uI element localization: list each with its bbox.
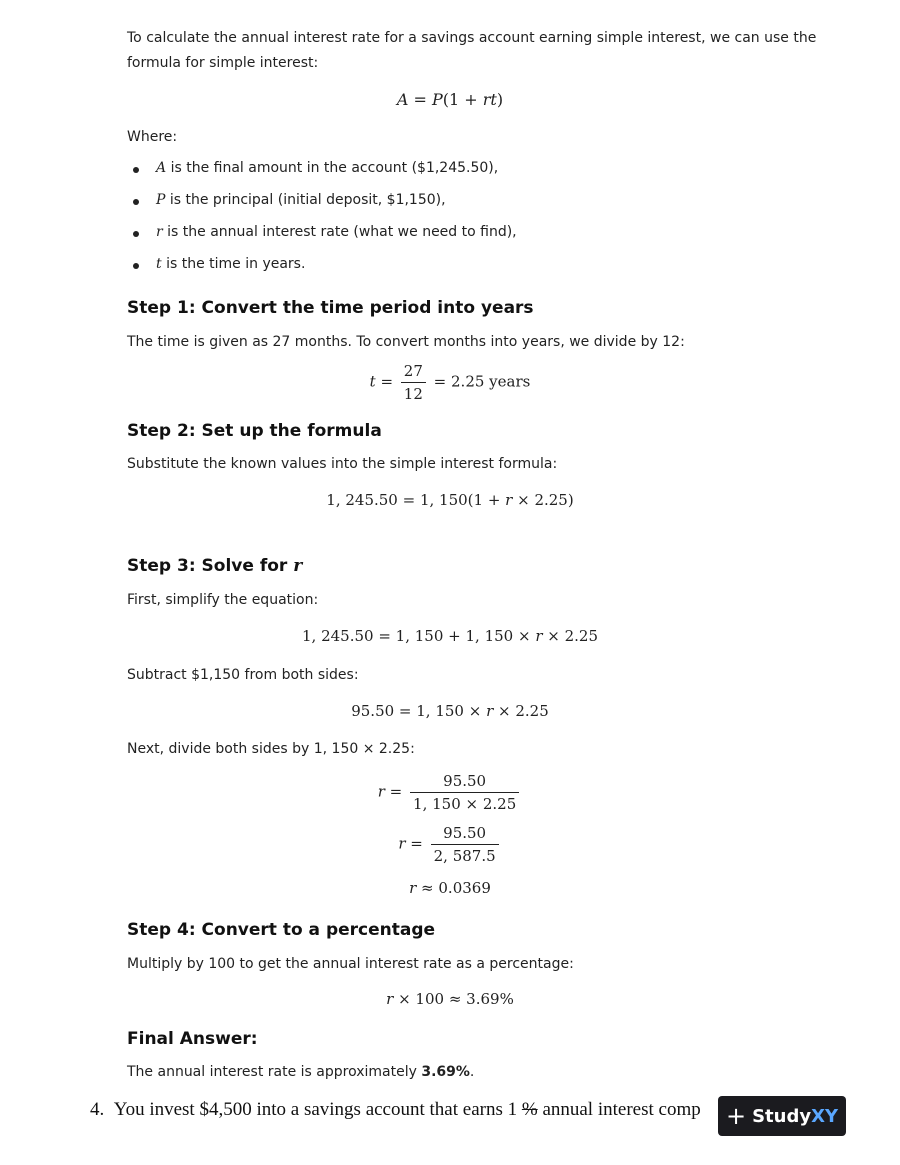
step3-heading: Step 3: Solve for r bbox=[127, 556, 303, 576]
intro-line-2: formula for simple interest: bbox=[127, 55, 319, 71]
step3-fraction-1: r = $\frac{95.50}{1, 150 \times 2.25}$ bbox=[0, 772, 900, 813]
final-heading: Final Answer: bbox=[127, 1029, 258, 1049]
brand-name: StudyXY bbox=[752, 1105, 839, 1127]
step3-equation-1: 1, 245.50 = 1, 150 + 1, 150 × r × 2.25 bbox=[302, 627, 598, 645]
step3-fraction-2: r = $\frac{95.50}{2, 587.5}$ bbox=[0, 824, 900, 865]
step2-heading: Step 2: Set up the formula bbox=[127, 421, 382, 441]
where-label: Where: bbox=[127, 129, 178, 145]
list-item: t is the time in years. bbox=[156, 256, 306, 272]
step3-text-simplify: First, simplify the equation: bbox=[127, 592, 319, 608]
step2-equation: 1, 245.50 = 1, 150(1 + r × 2.25) bbox=[326, 491, 574, 509]
step3-equation-2: 95.50 = 1, 150 × r × 2.25 bbox=[351, 702, 549, 720]
formula-simple-interest: A = P(1 + rt) bbox=[396, 90, 504, 109]
bullet-dot bbox=[133, 167, 139, 173]
question-4: 4. You invest $4,500 into a savings account that earns 1 % annual interest comp bbox=[90, 1099, 701, 1120]
studyxy-badge[interactable] bbox=[718, 1096, 846, 1136]
bullet-dot bbox=[133, 263, 139, 269]
step4-text: Multiply by 100 to get the annual interest rate as a percentage: bbox=[127, 956, 574, 972]
bullet-dot bbox=[133, 231, 139, 237]
step3-text-divide: Next, divide both sides by 1, 150 × 2.25: bbox=[127, 741, 415, 757]
step3-result: r ≈ 0.0369 bbox=[409, 879, 491, 897]
step1-heading: Step 1: Convert the time period into years bbox=[127, 298, 534, 318]
step4-heading: Step 4: Convert to a percentage bbox=[127, 920, 436, 940]
step4-equation: r × 100 ≈ 3.69% bbox=[386, 990, 514, 1008]
step1-equation: t = $\frac{27}{12}$ = 2.25 years bbox=[369, 362, 531, 403]
list-item: A is the final amount in the account ($1,245.50), bbox=[156, 160, 499, 176]
bullet-dot bbox=[133, 199, 139, 205]
step2-text: Substitute the known values into the simple interest formula: bbox=[127, 456, 558, 472]
step1-text: The time is given as 27 months. To convert months into years, we divide by 12: bbox=[127, 334, 685, 350]
list-item: r is the annual interest rate (what we need to find), bbox=[156, 224, 517, 240]
plus-icon: + bbox=[725, 1102, 747, 1130]
intro-line-1: To calculate the annual interest rate for a savings account earning simple interest, we can use the bbox=[127, 30, 817, 46]
list-item: P is the principal (initial deposit, $1,150), bbox=[156, 192, 446, 208]
final-value: 3.69% bbox=[421, 1064, 470, 1080]
final-text: The annual interest rate is approximately 3.69%. bbox=[127, 1064, 475, 1080]
step3-text-subtract: Subtract $1,150 from both sides: bbox=[127, 667, 359, 683]
